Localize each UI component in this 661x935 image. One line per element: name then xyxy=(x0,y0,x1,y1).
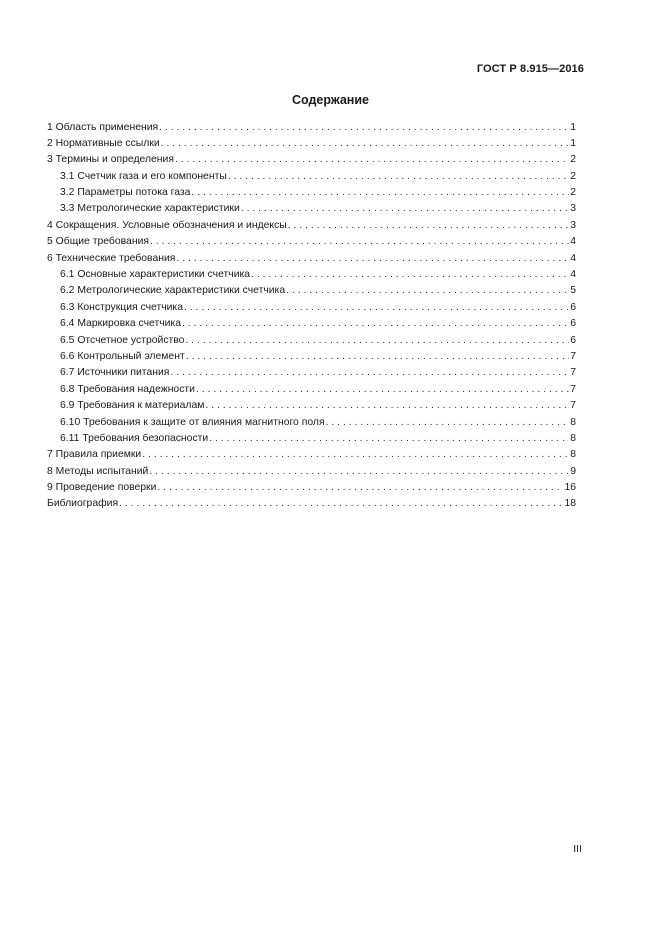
toc-entry-label: 6.6 Контрольный элемент xyxy=(60,350,185,362)
toc-entry-label: 6.1 Основные характеристики счетчика xyxy=(60,269,251,281)
toc-entry-label: 3.1 Счетчик газа и его компоненты xyxy=(60,170,227,182)
toc-entry-page: 4 xyxy=(570,252,576,264)
toc-entry-label: 5 Общие требования xyxy=(47,236,149,248)
toc-entry[interactable] xyxy=(47,218,576,234)
toc-entry-page: 6 xyxy=(570,301,576,313)
toc-leader-dots xyxy=(182,316,569,332)
toc-leader-dots xyxy=(184,300,569,316)
toc-leader-dots xyxy=(161,136,570,152)
toc-entry-label: 6.2 Метрологические характеристики счетчика xyxy=(60,285,286,297)
toc-entry-page: 1 xyxy=(570,137,576,149)
toc-leader-dots xyxy=(251,267,569,283)
toc-entry-label: 4 Сокращения. Условные обозначения и индексы xyxy=(47,219,287,231)
toc-leader-dots xyxy=(326,415,570,431)
toc-entry-page: 4 xyxy=(570,269,576,281)
toc-entry-page: 2 xyxy=(570,154,576,166)
toc-entry-label: 6.3 Конструкция счетчика xyxy=(60,301,183,313)
toc-entry[interactable] xyxy=(47,185,576,201)
toc-leader-dots xyxy=(228,169,569,185)
toc-entry-page: 5 xyxy=(570,285,576,297)
toc-entry-label: 6.8 Требования надежности xyxy=(60,383,195,395)
toc-leader-dots xyxy=(119,496,563,512)
toc-entry[interactable] xyxy=(47,496,576,512)
toc-leader-dots xyxy=(185,333,569,349)
toc-entry[interactable] xyxy=(47,349,576,365)
toc-entry-label: 6.5 Отсчетное устройство xyxy=(60,334,185,346)
toc-entry-page: 7 xyxy=(570,367,576,379)
toc-entry-label: 9 Проведение поверки xyxy=(47,482,157,494)
toc-entry[interactable] xyxy=(47,480,576,496)
table-of-contents xyxy=(47,120,576,513)
toc-entry-label: Библиография xyxy=(47,498,119,510)
toc-leader-dots xyxy=(205,398,569,414)
toc-entry-page: 6 xyxy=(570,318,576,330)
toc-leader-dots xyxy=(157,480,563,496)
toc-entry-page: 8 xyxy=(570,449,576,461)
toc-entry-label: 3 Термины и определения xyxy=(47,154,174,166)
toc-entry-page: 3 xyxy=(570,219,576,231)
toc-entry-page: 9 xyxy=(570,465,576,477)
toc-entry-page: 16 xyxy=(564,482,576,494)
toc-leader-dots xyxy=(149,464,569,480)
toc-entry-page: 2 xyxy=(570,187,576,199)
toc-entry[interactable] xyxy=(47,201,576,217)
toc-entry-label: 6.4 Маркировка счетчика xyxy=(60,318,181,330)
toc-entry[interactable] xyxy=(47,169,576,185)
toc-leader-dots xyxy=(186,349,570,365)
toc-entry-page: 1 xyxy=(570,121,576,133)
toc-leader-dots xyxy=(191,185,569,201)
toc-entry-page: 7 xyxy=(570,400,576,412)
toc-entry[interactable] xyxy=(47,316,576,332)
toc-leader-dots xyxy=(288,218,569,234)
page-number: III xyxy=(573,843,582,855)
toc-entry[interactable] xyxy=(47,136,576,152)
toc-title: Содержание xyxy=(291,93,369,107)
toc-entry[interactable] xyxy=(47,431,576,447)
toc-entry[interactable] xyxy=(47,333,576,349)
toc-entry-label: 6.10 Требования к защите от влияния магнитного поля xyxy=(60,416,325,428)
toc-entry-label: 6.11 Требования безопасности xyxy=(60,432,209,444)
toc-leader-dots xyxy=(150,234,569,250)
toc-entry-page: 8 xyxy=(570,432,576,444)
toc-entry-page: 3 xyxy=(570,203,576,215)
toc-entry[interactable] xyxy=(47,447,576,463)
toc-entry-page: 7 xyxy=(570,383,576,395)
toc-entry-label: 1 Область применения xyxy=(47,121,159,133)
toc-entry-label: 2 Нормативные ссылки xyxy=(47,137,160,149)
toc-leader-dots xyxy=(159,120,569,136)
toc-entry-page: 8 xyxy=(570,416,576,428)
toc-leader-dots xyxy=(142,447,569,463)
toc-entry[interactable] xyxy=(47,382,576,398)
toc-leader-dots xyxy=(209,431,569,447)
toc-entry-label: 3.3 Метрологические характеристики xyxy=(60,203,240,215)
toc-entry-page: 7 xyxy=(570,350,576,362)
toc-entry[interactable] xyxy=(47,300,576,316)
toc-entry[interactable] xyxy=(47,415,576,431)
toc-entry[interactable] xyxy=(47,398,576,414)
toc-leader-dots xyxy=(286,283,569,299)
toc-entry-page: 6 xyxy=(570,334,576,346)
toc-leader-dots xyxy=(241,201,569,217)
document-code-header: ГОСТ Р 8.915—2016 xyxy=(476,63,584,75)
toc-entry[interactable] xyxy=(47,283,576,299)
toc-entry-label: 8 Методы испытаний xyxy=(47,465,149,477)
toc-entry[interactable] xyxy=(47,251,576,267)
toc-entry-page: 18 xyxy=(564,498,576,510)
toc-leader-dots xyxy=(175,152,569,168)
toc-entry[interactable] xyxy=(47,234,576,250)
toc-entry-label: 6.9 Требования к материалам xyxy=(60,400,205,412)
toc-leader-dots xyxy=(196,382,569,398)
toc-leader-dots xyxy=(176,251,569,267)
toc-entry-page: 2 xyxy=(570,170,576,182)
toc-entry[interactable] xyxy=(47,120,576,136)
toc-entry-page: 4 xyxy=(570,236,576,248)
toc-entry[interactable] xyxy=(47,365,576,381)
toc-entry-label: 7 Правила приемки xyxy=(47,449,142,461)
toc-entry-label: 6.7 Источники питания xyxy=(60,367,170,379)
toc-entry[interactable] xyxy=(47,152,576,168)
toc-leader-dots xyxy=(170,365,569,381)
toc-entry[interactable] xyxy=(47,267,576,283)
toc-entry-label: 6 Технические требования xyxy=(47,252,176,264)
toc-entry[interactable] xyxy=(47,464,576,480)
toc-entry-label: 3.2 Параметры потока газа xyxy=(60,187,191,199)
